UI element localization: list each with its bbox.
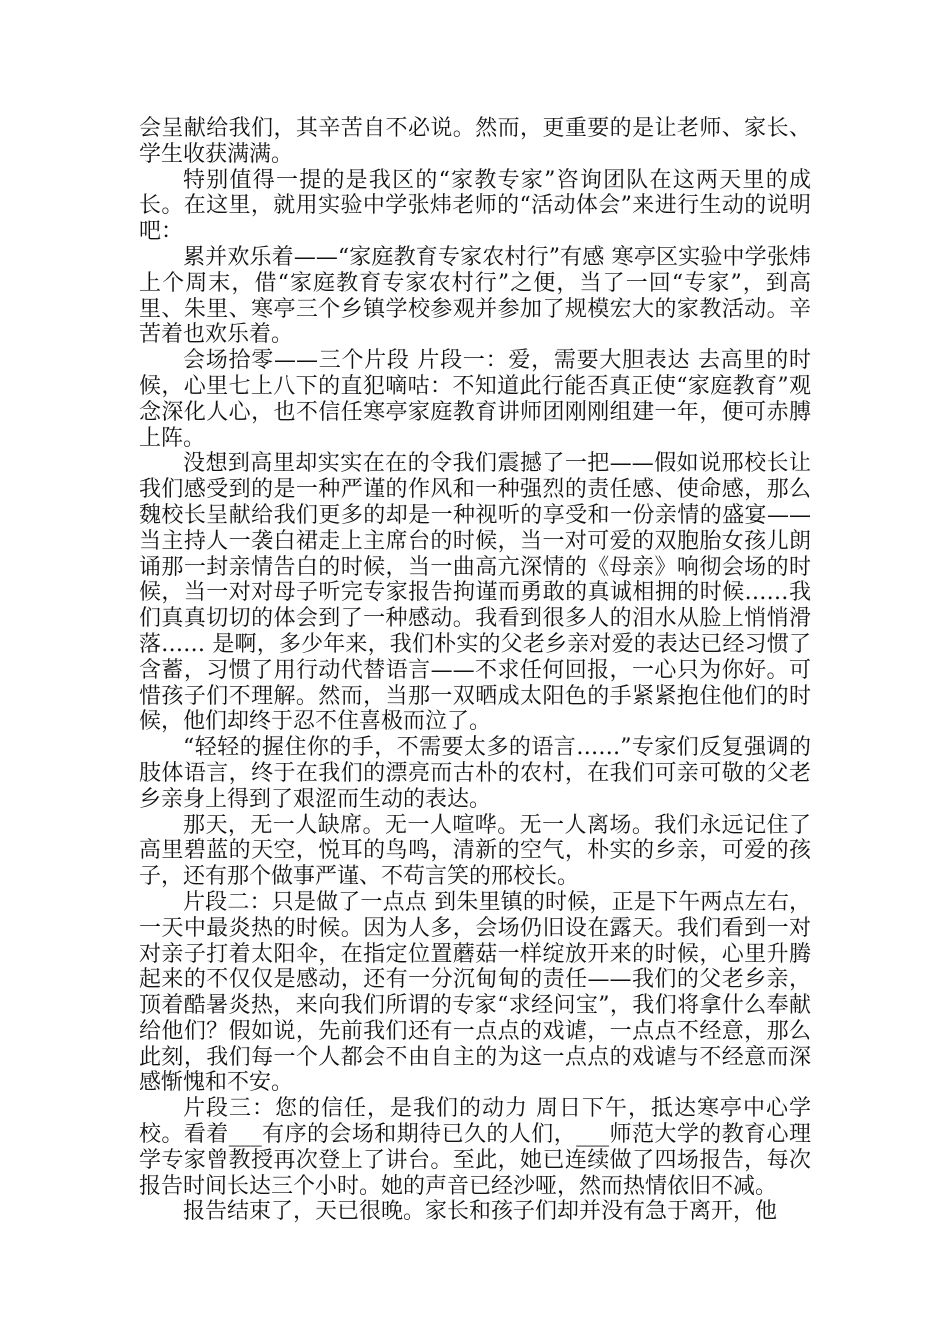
paragraph: 片段三：您的信任，是我们的动力 周日下午，抵达寒亭中心学校。看着___有序的会场和期待已久的人们，___师范大学的教育心理学专家曾教授再次登上了讲台。至此，她已连续做了四场报告，每次报告时间长达三个小时。她的声音已经沙哑，然而热情依旧不减。: [139, 1096, 811, 1199]
document-body: [139, 116, 811, 1225]
paragraph: 那天，无一人缺席。无一人喧哗。无一人离场。我们永远记住了高里碧蓝的天空，悦耳的鸟鸣，清新的空气，朴实的乡亲，可爱的孩子，还有那个做事严谨、不苟言笑的邢校长。: [139, 812, 811, 890]
paragraph: 没想到高里却实实在在的令我们震撼了一把——假如说邢校长让我们感受到的是一种严谨的作风和一种强烈的责任感、使命感，那么魏校长呈献给我们更多的却是一种视听的享受和一份亲情的盛宴——当主持人一袭白裙走上主席台的时候，当一对可爱的双胞胎女孩儿朗诵那一封亲情告白的时候，当一曲高亢深情的《母亲》响彻会场的时候，当一对对母子听完专家报告拘谨而勇敢的真诚相拥的时候……我们真真切切的体会到了一种感动。我看到很多人的泪水从脸上悄悄滑落…… 是啊，多少年来，我们朴实的父老乡亲对爱的表达已经习惯了含蓄，习惯了用行动代替语言——不求任何回报，一心只为你好。可惜孩子们不理解。然而，当那一双晒成太阳色的手紧紧抱住他们的时候，他们却终于忍不住喜极而泣了。: [139, 451, 811, 735]
paragraph: 累并欢乐着——“家庭教育专家农村行”有感 寒亭区实验中学张炜 上个周末，借“家庭教育专家农村行”之便，当了一回“专家”，到高里、朱里、寒亭三个乡镇学校参观并参加了规模宏大的家教活动。辛苦着也欢乐着。: [139, 244, 811, 348]
paragraph: 会场拾零——三个片段 片段一：爱，需要大胆表达 去高里的时候，心里七上八下的直犯嘀咕：不知道此行能否真正使“家庭教育”观念深化人心，也不信任寒亭家庭教育讲师团刚刚组建一年，便可赤膊上阵。: [139, 348, 811, 451]
paragraph: 报告结束了，天已很晚。家长和孩子们却并没有急于离开，他: [183, 1199, 778, 1225]
paragraph: 片段二：只是做了一点点 到朱里镇的时候，正是下午两点左右，一天中最炎热的时候。因为人多，会场仍旧设在露天。我们看到一对对亲子打着太阳伞，在指定位置蘑菇一样绽放开来的时候，心里升腾起来的不仅仅是感动，还有一分沉甸甸的责任——我们的父老乡亲，顶着酷暑炎热，来向我们所谓的专家“求经问宝”，我们将拿什么奉献给他们？假如说，先前我们还有一点点的戏谑，一点点不经意，那么此刻，我们每一个人都会不由自主的为这一点点的戏谑与不经意而深感惭愧和不安。: [139, 889, 811, 1096]
paragraph: 特别值得一提的是我区的“家教专家”咨询团队在这两天里的成长。在这里，就用实验中学张炜老师的“活动体会”来进行生动的说明吧：: [139, 167, 811, 245]
paragraph-continuation: 会呈献给我们，其辛苦自不必说。然而，更重要的是让老师、家长、学生收获满满。: [139, 116, 811, 167]
paragraph: “轻轻的握住你的手，不需要太多的语言……”专家们反复强调的肢体语言，终于在我们的漂亮而古朴的农村，在我们可亲可敬的父老乡亲身上得到了艰涩而生动的表达。: [139, 735, 811, 812]
